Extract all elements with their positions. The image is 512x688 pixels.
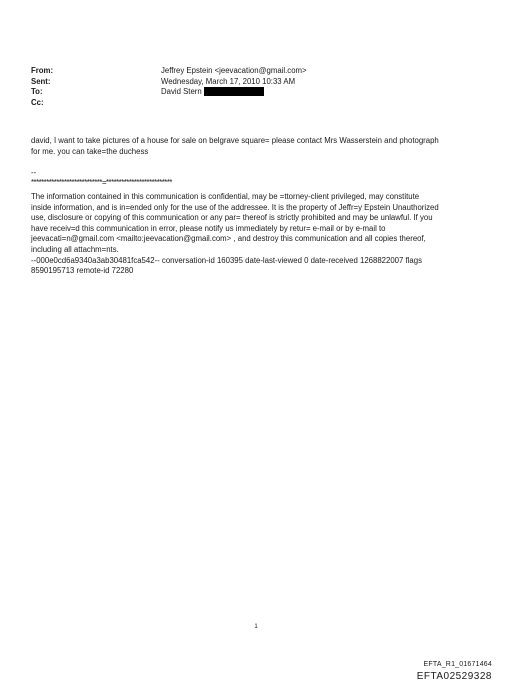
sent-label: Sent: <box>31 76 51 86</box>
notice-line: jeevacati=n@gmail.com <mailto:jeevacation@gmail.com> , and destroy this communication and all copies thereof, <box>31 234 426 244</box>
cc-value <box>161 98 491 109</box>
to-row <box>31 87 491 98</box>
confidentiality-notice <box>31 192 491 277</box>
footer-ref-primary: EFTA_R1_01671464 <box>423 661 492 668</box>
signature-stars: ****************************=************************** <box>31 178 172 187</box>
notice-line: including all attachm=nts. <box>31 244 119 254</box>
message-body <box>31 136 491 157</box>
notice-line: 8590195713 remote-id 72280 <box>31 266 134 276</box>
sent-value: Wednesday, March 17, 2010 10:33 AM <box>161 76 296 86</box>
body-line: for me. you can take=the duchess <box>31 146 149 156</box>
notice-line: inside information, and is in=ended only for the use of the addressee. It is the property of Jeffr=y Epstein Unauthorized <box>31 202 439 212</box>
signature-dash: -- <box>31 168 37 177</box>
notice-line: use, disclosure or copying of this communication or any par= thereof is strictly prohibited and may be unlawful. If you <box>31 213 433 223</box>
cc-label: Cc: <box>31 97 44 107</box>
to-label: To: <box>31 87 43 96</box>
sent-row <box>31 77 491 88</box>
to-value <box>161 87 491 98</box>
redaction-box <box>204 87 264 96</box>
email-header <box>31 66 491 108</box>
notice-line: The information contained in this communication is confidential, may be =ttorney-client privileged, may constitute <box>31 192 420 201</box>
from-value: Jeffrey Epstein <jeevacation@gmail.com> <box>161 66 307 75</box>
from-label: From: <box>31 66 54 75</box>
cc-row <box>31 98 491 109</box>
to-name: David Stern <box>161 87 202 96</box>
notice-line: have receiv=d this communication in error, please notify us immediately by retur= e-mail or by e-mail to <box>31 223 386 233</box>
from-row <box>31 66 491 77</box>
notice-line: --000e0cd6a9340a3ab30481fca542-- conversation-id 160395 date-last-viewed 0 date-received 1268822007 flags <box>31 255 422 265</box>
footer-ref-secondary: EFTA02529328 <box>416 671 492 682</box>
page-number: 1 <box>254 624 258 630</box>
body-line: david, I want to take pictures of a house for sale on belgrave square= please contact Mrs Wasserstein and photograph <box>31 136 439 145</box>
